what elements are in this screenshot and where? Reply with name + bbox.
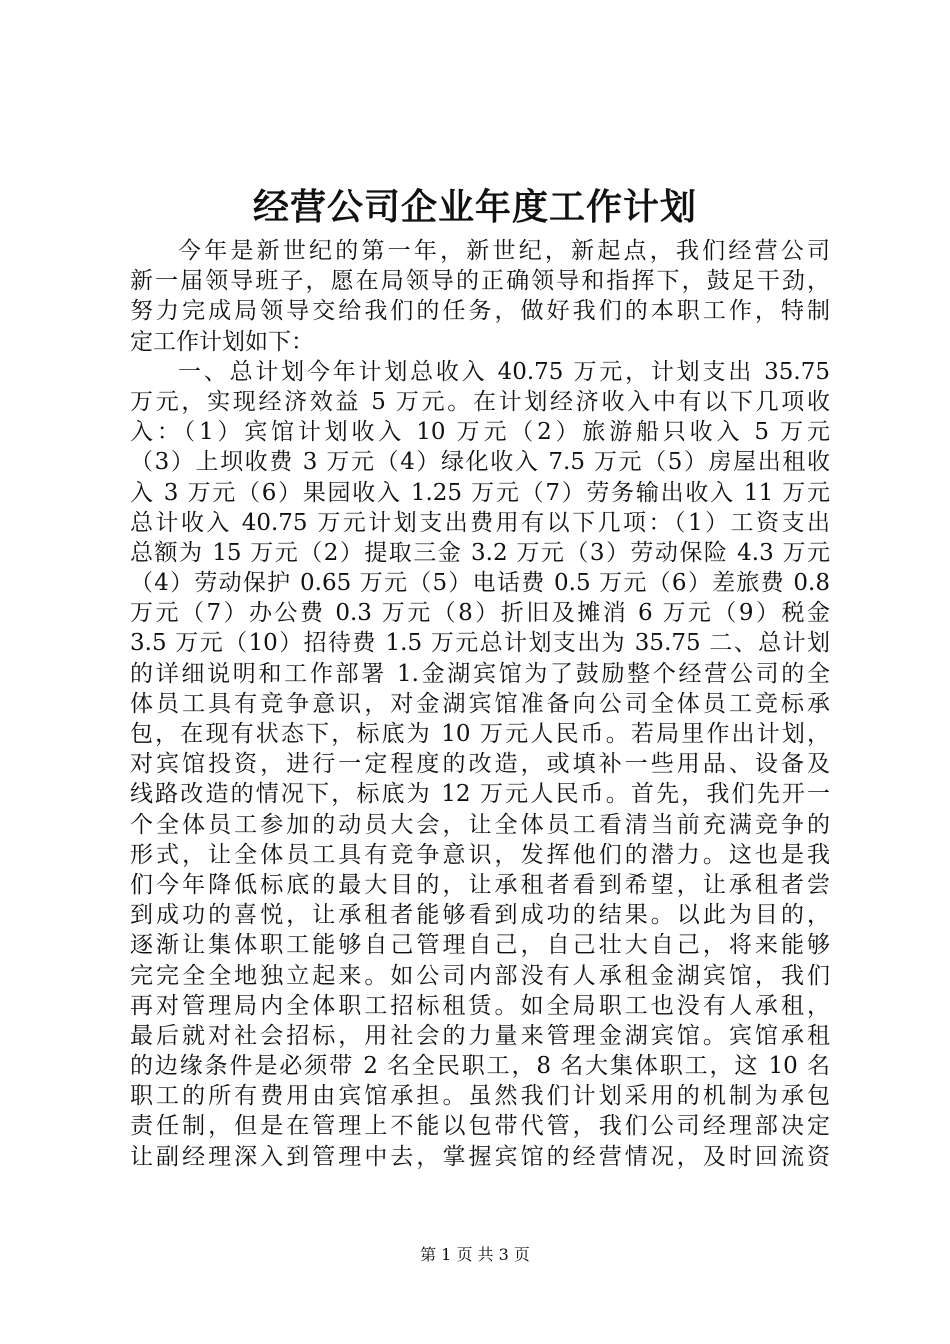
body-line: 责任制，但是在管理上不能以包带代管，我们公司经理部决定 <box>130 1113 830 1140</box>
body-line: 逐渐让集体职工能够自己管理自己，自己壮大自己，将来能够 <box>130 932 830 959</box>
body-line: 的边缘条件是必须带 2 名全民职工，8 名大集体职工，这 10 名 <box>130 1053 830 1080</box>
body-line: 最后就对社会招标，用社会的力量来管理金湖宾馆。宾馆承租 <box>130 1022 830 1049</box>
document-title: 经营公司企业年度工作计划 <box>252 186 697 228</box>
body-line: 完完全全地独立起来。如公司内部没有人承租金湖宾馆，我们 <box>130 962 830 989</box>
body-line: 一、总计划今年计划总收入 40.75 万元，计划支出 35.75 <box>178 358 830 385</box>
body-line: 包，在现有状态下，标底为 10 万元人民币。若局里作出计划， <box>130 721 830 747</box>
body-line: 总额为 15 万元（2）提取三金 3.2 万元（3）劳动保险 4.3 万元 <box>130 539 830 566</box>
body-line: 到成功的喜悦，让承租者能够看到成功的结果。以此为目的， <box>130 902 830 929</box>
body-line: 形式，让全体员工具有竞争意识，发挥他们的潜力。这也是我 <box>130 841 830 868</box>
body-line: 体员工具有竞争意识，对金湖宾馆准备向公司全体员工竞标承 <box>130 690 830 717</box>
body-line: 新一届领导班子，愿在局领导的正确领导和指挥下，鼓足干劲， <box>130 268 830 295</box>
body-line: 们今年降低标底的最大目的，让承租者看到希望，让承租者尝 <box>130 871 830 898</box>
body-line: 努力完成局领导交给我们的任务，做好我们的本职工作，特制 <box>130 298 830 325</box>
body-line: 3.5 万元（10）招待费 1.5 万元总计划支出为 35.75 二、总计划 <box>130 630 830 657</box>
body-line: 定工作计划如下： <box>130 328 314 355</box>
body-line: 线路改造的情况下，标底为 12 万元人民币。首先，我们先开一 <box>130 781 830 808</box>
body-line: 个全体员工参加的动员大会，让全体员工看清当前充满竞争的 <box>130 811 830 838</box>
body-line: （3）上坝收费 3 万元（4）绿化收入 7.5 万元（5）房屋出租收 <box>130 449 830 476</box>
page-footer: 第 1 页 共 3 页 <box>420 1245 530 1264</box>
body-line: （4）劳动保护 0.65 万元（5）电话费 0.5 万元（6）差旅费 0.8 <box>130 570 830 597</box>
body-line: 今年是新世纪的第一年，新世纪，新起点，我们经营公司 <box>178 238 830 264</box>
body-line: 对宾馆投资，进行一定程度的改造，或填补一些用品、设备及 <box>130 751 830 778</box>
body-line: 再对管理局内全体职工招标租赁。如全局职工也没有人承租， <box>130 992 830 1019</box>
body-line: 万元（7）办公费 0.3 万元（8）折旧及摊消 6 万元（9）税金 <box>130 600 830 627</box>
document-body <box>130 236 830 1172</box>
body-line: 总计收入 40.75 万元计划支出费用有以下几项：（1）工资支出 <box>130 509 830 536</box>
body-line: 的详细说明和工作部署 1.金湖宾馆为了鼓励整个经营公司的全 <box>130 660 830 687</box>
body-line: 让副经理深入到管理中去，掌握宾馆的经营情况，及时回流资 <box>130 1143 830 1170</box>
body-line: 万元，实现经济效益 5 万元。在计划经济收入中有以下几项收 <box>130 388 830 415</box>
body-line: 入 3 万元（6）果园收入 1.25 万元（7）劳务输出收入 11 万元 <box>130 479 830 506</box>
body-line: 职工的所有费用由宾馆承担。虽然我们计划采用的机制为承包 <box>130 1083 830 1110</box>
body-line: 入：（1）宾馆计划收入 10 万元（2）旅游船只收入 5 万元 <box>130 419 830 446</box>
